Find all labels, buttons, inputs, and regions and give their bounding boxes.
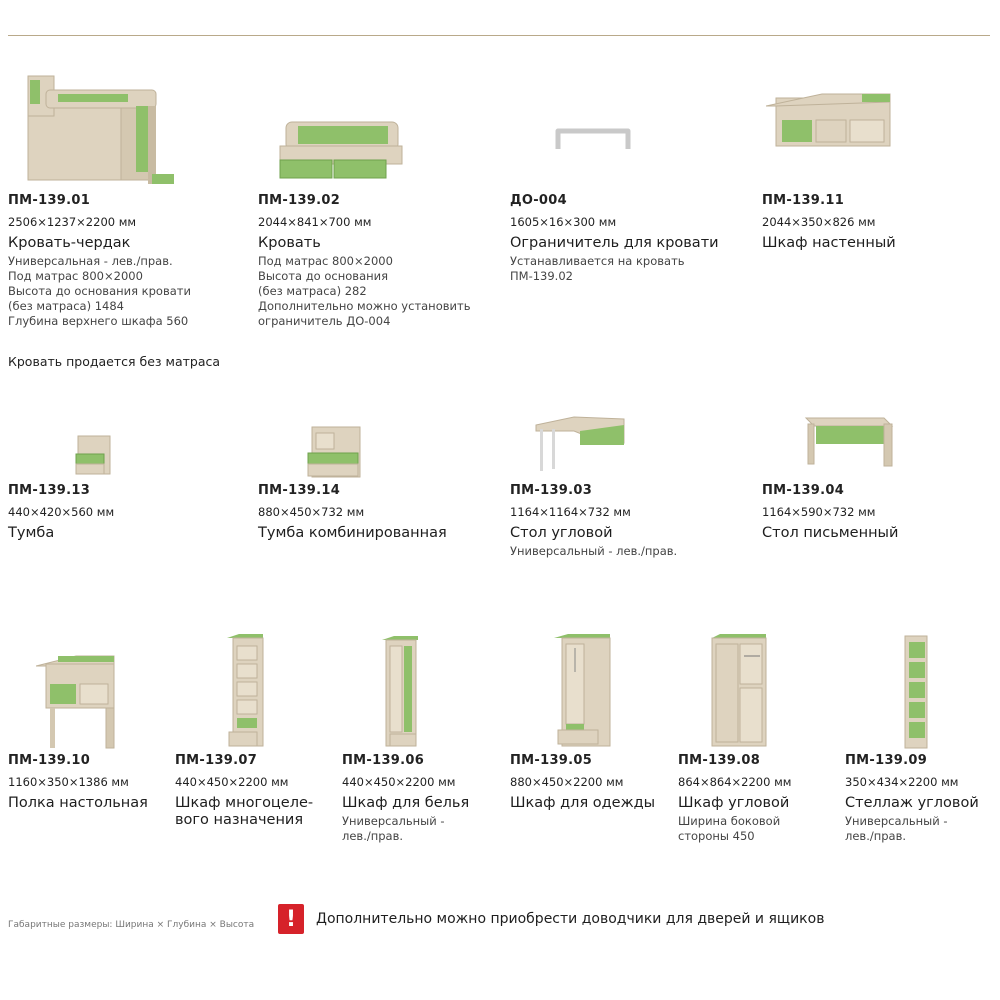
product-note: Дополнительно можно установить xyxy=(258,299,471,313)
product-dimensions: 440×450×2200 мм xyxy=(342,775,456,789)
product-name: Тумба xyxy=(8,525,55,541)
top-divider xyxy=(8,35,990,36)
product-dimensions: 2044×841×700 мм xyxy=(258,215,372,229)
product-code: ПМ-139.06 xyxy=(342,753,425,768)
product-code: ПМ-139.03 xyxy=(510,483,593,498)
product-code: ПМ-139.11 xyxy=(762,193,845,208)
bed-rail-image xyxy=(554,125,634,155)
linen-cabinet-image xyxy=(382,634,422,750)
product-note: Универсальный - xyxy=(342,814,445,828)
product-code: ПМ-139.13 xyxy=(8,483,91,498)
product-dimensions: 2506×1237×2200 мм xyxy=(8,215,137,229)
product-dimensions: 1160×350×1386 мм xyxy=(8,775,129,789)
bed-image xyxy=(276,112,406,182)
product-code: ПМ-139.10 xyxy=(8,753,91,768)
product-name: Тумба комбинированная xyxy=(258,525,447,541)
product-dimensions: 1164×590×732 мм xyxy=(762,505,876,519)
product-dimensions: 350×434×2200 мм xyxy=(845,775,959,789)
product-note: лев./прав. xyxy=(342,829,404,843)
product-code: ПМ-139.01 xyxy=(8,193,91,208)
product-name: Стол письменный xyxy=(762,525,899,541)
product-code: ДО-004 xyxy=(510,193,567,208)
product-name: Шкаф для белья xyxy=(342,795,470,811)
product-name: Кровать xyxy=(258,235,321,251)
product-name: Шкаф угловой xyxy=(678,795,790,811)
exclamation-icon: ! xyxy=(278,904,304,934)
product-dimensions: 440×420×560 мм xyxy=(8,505,115,519)
product-name: Ограничитель для кровати xyxy=(510,235,719,251)
product-note: Высота до основания кровати xyxy=(8,284,191,298)
product-dimensions: 880×450×732 мм xyxy=(258,505,365,519)
product-code: ПМ-139.14 xyxy=(258,483,341,498)
product-note: Под матрас 800×2000 xyxy=(8,269,143,283)
product-note: лев./прав. xyxy=(845,829,907,843)
product-note: ПМ-139.02 xyxy=(510,269,573,283)
nightstand-image xyxy=(74,432,114,477)
product-dimensions: 2044×350×826 мм xyxy=(762,215,876,229)
product-name: Шкаф для одежды xyxy=(510,795,656,811)
wall-cabinet-image xyxy=(766,92,896,148)
product-note: Универсальный - лев./прав. xyxy=(510,544,678,558)
product-note: ограничитель ДО-004 xyxy=(258,314,391,328)
product-note: Универсальный - xyxy=(845,814,948,828)
product-name: Стол угловой xyxy=(510,525,613,541)
writing-desk-image xyxy=(804,416,894,468)
product-note: стороны 450 xyxy=(678,829,755,843)
product-note: Универсальная - лев./прав. xyxy=(8,254,173,268)
corner-wardrobe-image xyxy=(708,632,772,750)
product-dimensions: 880×450×2200 мм xyxy=(510,775,624,789)
product-name: Кровать-чердак xyxy=(8,235,131,251)
product-note: Под матрас 800×2000 xyxy=(258,254,393,268)
product-code: ПМ-139.07 xyxy=(175,753,258,768)
product-code: ПМ-139.08 xyxy=(678,753,761,768)
product-dimensions: 1164×1164×732 мм xyxy=(510,505,631,519)
product-note: Глубина верхнего шкафа 560 xyxy=(8,314,189,328)
product-code: ПМ-139.05 xyxy=(510,753,593,768)
closers-notice xyxy=(278,904,824,934)
desktop-shelf-image xyxy=(36,654,120,750)
dimensions-legend: Габаритные размеры: Ширина × Глубина × Высота xyxy=(8,920,255,930)
corner-desk-image xyxy=(534,415,630,475)
product-note: (без матраса) 1484 xyxy=(8,299,124,313)
closers-notice-text: Дополнительно можно приобрести доводчики для дверей и ящиков xyxy=(316,911,825,927)
multipurpose-cabinet-image xyxy=(227,632,267,750)
product-name: Шкаф настенный xyxy=(762,235,896,251)
product-dimensions: 440×450×2200 мм xyxy=(175,775,289,789)
product-dimensions: 864×864×2200 мм xyxy=(678,775,792,789)
product-name: Шкаф многоцеле- вого назначения xyxy=(175,795,314,828)
product-name: Стеллаж угловой xyxy=(845,795,979,811)
loft-bed-image xyxy=(26,70,186,185)
bed-mattress-note: Кровать продается без матраса xyxy=(8,354,221,369)
combined-nightstand-image xyxy=(304,425,364,480)
product-dimensions: 1605×16×300 мм xyxy=(510,215,617,229)
product-note: Ширина боковой xyxy=(678,814,781,828)
product-code: ПМ-139.04 xyxy=(762,483,845,498)
product-note: (без матраса) 282 xyxy=(258,284,367,298)
product-note: Высота до основания xyxy=(258,269,389,283)
product-note: Устанавливается на кровать xyxy=(510,254,685,268)
corner-shelving-image xyxy=(901,634,931,750)
product-code: ПМ-139.02 xyxy=(258,193,341,208)
product-code: ПМ-139.09 xyxy=(845,753,928,768)
wardrobe-image xyxy=(554,632,614,750)
product-name: Полка настольная xyxy=(8,795,148,811)
